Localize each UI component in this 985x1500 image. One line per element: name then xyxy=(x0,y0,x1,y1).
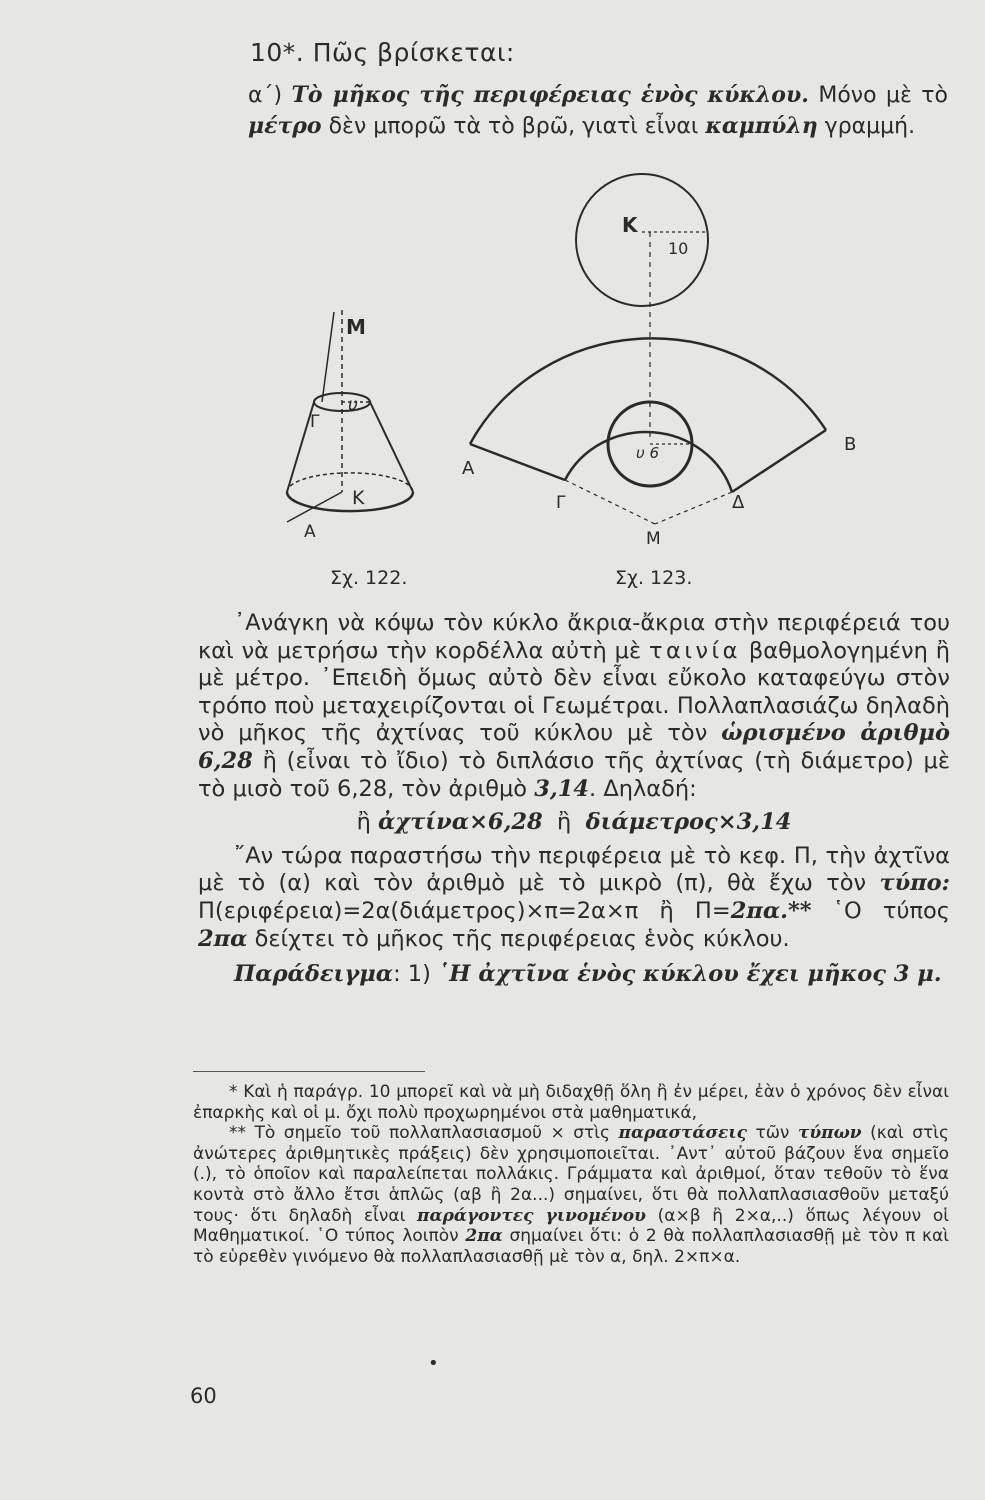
page-number: 60 xyxy=(190,1384,217,1408)
paragraph-1 xyxy=(198,610,950,803)
figures-svg xyxy=(270,162,910,602)
label-G: Γ xyxy=(310,412,320,432)
item-title: Τὸ μῆκος τῆς περιφέρειας ἑνὸς κύκλου. xyxy=(291,82,809,108)
figure-122-truncated-cone xyxy=(287,310,413,542)
example-label: Παράδειγμα xyxy=(234,961,394,988)
label-M: Μ xyxy=(346,315,366,339)
cone-base-radius xyxy=(287,492,342,522)
text-run: (καὶ στὶς ἀνώτερες ἀριθμητικὲς πράξεις) δὲν χρησιμοποιεῖται. ᾽Αντ᾽ αὐτοῦ βάζουν ἕνα σημεῖο (.), τὸ ὁποῖον καὶ παραλείπεται πολλάκις. Γράμματα καὶ ἀριθμοί, ὅταν τεθοῦν τὸ ἕνα κοντὰ στὸ ἄλλο ἔτσι ἁπλῶς (αβ ἢ 2α...) σημαίνει, ὅτι θὰ πολλαπλασιασθοῦν μεταξύ τους· ὅτι δηλαδὴ εἶναι xyxy=(193,1123,949,1226)
formula-axtina: ἀχτίνα xyxy=(377,809,470,836)
label-K: Κ xyxy=(622,213,638,237)
text-run: δὲν μπορῶ τὰ τὸ βρῶ, γιατὶ εἶναι xyxy=(321,114,706,139)
text-run: σημαίνει ὅτι: ὁ 2 θὰ πολλαπλασιασθῇ μὲ τὸν π καὶ τὸ εὑρεθὲν γινόμενο θὰ πολλαπλασιασθῇ μὲ τὸν α, δηλ. 2×π×α. xyxy=(193,1226,949,1267)
text-run: ἢ xyxy=(356,809,378,836)
label-M: Μ xyxy=(646,529,661,549)
label-D: Δ xyxy=(732,492,745,513)
paragraph-2 xyxy=(198,843,950,953)
formula-times-628: ×6,28 xyxy=(469,809,543,836)
footnote-1: * Καὶ ἡ παράγρ. 10 μπορεῖ καὶ νὰ μὴ διδαχθῇ ὅλη ἢ ἐν μέρει, ἐὰν ὁ χρόνος δὲν εἶναι ἐπαρκὴς καὶ οἱ μ. ὄχι πολὺ προχωρημένοι στὰ μαθηματικά, xyxy=(193,1082,949,1123)
dash-D-M xyxy=(655,492,732,524)
text-run: ** Τὸ σημεῖο τοῦ πολλαπλασιασμοῦ × στὶς xyxy=(229,1123,619,1144)
text-run: : 1) xyxy=(393,961,439,988)
formula-times-314: ×3,14 xyxy=(717,809,792,836)
label-A: Α xyxy=(462,458,475,479)
number-314: 3,14 xyxy=(534,775,590,802)
text-run: ῎Αν τώρα παραστήσω τὴν περιφέρεια μὲ τὸ κεφ. Π, τὴν ἀχτῖνα μὲ τὸ (α) καὶ τὸν ἀριθμὸ μὲ τὸ μικρὸ (π), θὰ ἔχω τὸν xyxy=(198,842,950,897)
side-A-G xyxy=(470,444,565,480)
footnote-marker: ** xyxy=(788,897,812,924)
label-B: Β xyxy=(844,434,857,455)
text-run: Μόνο μὲ τὸ xyxy=(808,83,949,108)
figures-area xyxy=(270,162,910,606)
example-text: ῾Η ἀχτῖνα ἑνὸς κύκλου ἔχει μῆκος 3 μ. xyxy=(438,961,942,988)
emphasis-parastaseis: παραστάσεις xyxy=(618,1123,747,1144)
text-run: (α×β ἢ 2×α,..) ὅπως λέγουν οἱ Μαθηματικοί. ῾Ο τύπος λοιπὸν xyxy=(193,1205,949,1247)
emphasis-typo: τύπο: xyxy=(879,870,950,897)
figure-123-caption: Σχ. 123. xyxy=(615,567,693,589)
emphasis-kampyli: καμπύλη xyxy=(705,113,818,139)
side-B-D xyxy=(732,430,826,492)
label-A: Α xyxy=(304,522,316,542)
intro-paragraph xyxy=(248,80,948,142)
cone-base-back xyxy=(287,473,413,492)
text-run: . Δηλαδή: xyxy=(589,775,697,802)
cone-right-edge xyxy=(370,402,413,492)
text-run: τῶν xyxy=(746,1123,798,1144)
spaced-word-tainia: ταινία xyxy=(649,637,742,664)
emphasis-2pa: 2πα xyxy=(465,1226,503,1247)
text-run: ἢ (εἶναι τὸ ἴδιο) τὸ διπλάσιο τῆς ἀχτίνας (τὴ διάμετρο) μὲ τὸ μισὸ τοῦ 6,28, τὸν ἀριθμὸ xyxy=(198,747,950,802)
text-run: γραμμή. xyxy=(817,114,916,139)
main-text xyxy=(198,610,950,989)
number-628: 6,28 xyxy=(198,747,253,774)
formula-line xyxy=(198,809,950,837)
text-run: ῾Ο τύπος xyxy=(811,897,950,924)
text-run: βαθμολογημένη ἢ μὲ μέτρο. ᾽Επειδὴ ὅμως αὐτὸ δὲν εἶναι εὔκολο καταφεύγω στὸν τρόπο ποὺ μεταχειρίζονται οἱ Γεωμέτραι. Πολλαπλασιάζω δηλαδὴ νὸ μῆκος τῆς ἀχτίνας τοῦ κύκλου μὲ τὸν xyxy=(198,637,950,747)
example-line xyxy=(198,961,950,989)
label-10: 10 xyxy=(668,239,689,258)
formula-2pa: 2πα. xyxy=(730,897,788,924)
item-marker: α΄) xyxy=(248,83,292,108)
footnote-rule xyxy=(193,1071,425,1072)
figure-123-cone-development xyxy=(462,174,856,549)
footnotes xyxy=(193,1082,949,1267)
label-K: Κ xyxy=(352,487,365,509)
formula-2pa-inline: 2πα xyxy=(198,925,248,952)
label-u6: υ 6 xyxy=(636,444,659,462)
figure-122-caption: Σχ. 122. xyxy=(330,567,408,589)
emphasis-metro: μέτρο xyxy=(248,113,322,139)
emphasis-typon: τύπων xyxy=(797,1123,862,1144)
text-run: ᾽Ανάγκη νὰ κόψω τὸν κύκλο ἄκρια-ἄκρια στὴν περιφέρειά του καὶ νὰ μετρήσω τὴν κορδέλλα αὐτὴ μὲ xyxy=(198,610,950,664)
label-u: υ xyxy=(348,395,358,415)
formula-diametros: διάμετρος xyxy=(585,809,718,836)
outer-arc xyxy=(470,338,826,444)
text-run: ἢ xyxy=(542,809,586,836)
section-heading: 10*. Πῶς βρίσκεται: xyxy=(250,38,515,67)
footnote-2 xyxy=(193,1123,949,1267)
label-G: Γ xyxy=(556,493,566,513)
cone-base-front xyxy=(287,492,413,511)
inner-arc xyxy=(565,432,732,492)
apex-slant-line xyxy=(322,312,334,402)
text-run: δείχτει τὸ μῆκος τῆς περιφέρειας ἑνὸς κύκλου. xyxy=(247,925,790,952)
stray-dot: • xyxy=(428,1353,439,1374)
emphasis-orismeno-arithmo: ὡρισμένο ἀριθμὸ xyxy=(721,720,950,747)
emphasis-paragontes: παράγοντες γινομένου xyxy=(417,1205,646,1226)
text-run: Π(εριφέρεια)=2α(διάμετρος)×π=2α×π ἢ Π= xyxy=(198,897,731,924)
